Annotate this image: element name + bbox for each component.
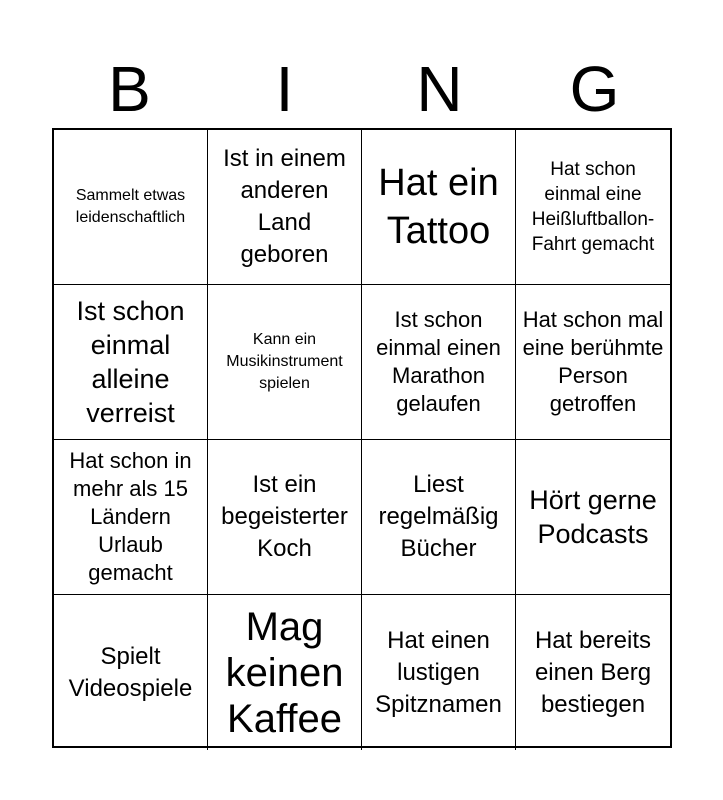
bingo-cell-text: Hat bereits einen Berg bestiegen [534,626,652,718]
bingo-grid [52,128,672,748]
bingo-cell-text: Ist in einem anderen Land geboren [223,145,346,268]
bingo-cell-text: Kann ein Musikinstrument spielen [226,331,343,392]
bingo-cell-4-3[interactable] [362,595,516,750]
bingo-cell-text: Hat schon mal eine berühmte Person getroffen [522,307,664,416]
bingo-cell-text: Hört gerne Podcasts [529,485,657,549]
bingo-cell-1-2[interactable] [208,130,362,285]
bingo-cell-text: Mag keinen Kaffee [225,604,344,741]
bingo-cell-2-2[interactable] [208,285,362,440]
bingo-cell-3-4[interactable] [516,440,670,595]
bingo-cell-2-4[interactable] [516,285,670,440]
header-letter-n: N [416,53,463,125]
bingo-cell-4-4[interactable] [516,595,670,750]
header-letter-i: I [275,53,294,125]
bingo-cell-3-2[interactable] [208,440,362,595]
bingo-cell-3-1[interactable] [54,440,208,595]
bingo-cell-1-1[interactable] [54,130,208,285]
bingo-cell-1-4[interactable] [516,130,670,285]
bingo-cell-1-3[interactable] [362,130,516,285]
bingo-cell-text: Ist schon einmal alleine verreist [76,296,185,428]
header-letter-g: G [569,53,620,125]
bingo-cell-4-2[interactable] [208,595,362,750]
bingo-cell-text: Sammelt etwas leidenschaftlich [75,187,186,226]
bingo-cell-text: Spielt Videospiele [68,642,193,702]
bingo-cell-2-3[interactable] [362,285,516,440]
header-letter-b: B [108,53,151,125]
bingo-cell-4-1[interactable] [54,595,208,750]
bingo-cell-text: Hat schon in mehr als 15 Ländern Urlaub gemacht [69,448,192,585]
bingo-cell-text: Ist ein begeisterter Koch [221,471,348,562]
bingo-cell-2-1[interactable] [54,285,208,440]
bingo-cell-text: Hat ein Tattoo [378,162,499,252]
bingo-cell-3-3[interactable] [362,440,516,595]
bingo-cell-text: Ist schon einmal einen Marathon gelaufen [376,307,501,416]
bingo-header [52,50,672,128]
bingo-cell-text: Hat schon einmal eine Heißluftballon-Fahrt gemacht [531,159,655,255]
bingo-cell-text: Liest regelmäßig Bücher [378,471,499,562]
bingo-cell-text: Hat einen lustigen Spitznamen [375,626,502,718]
